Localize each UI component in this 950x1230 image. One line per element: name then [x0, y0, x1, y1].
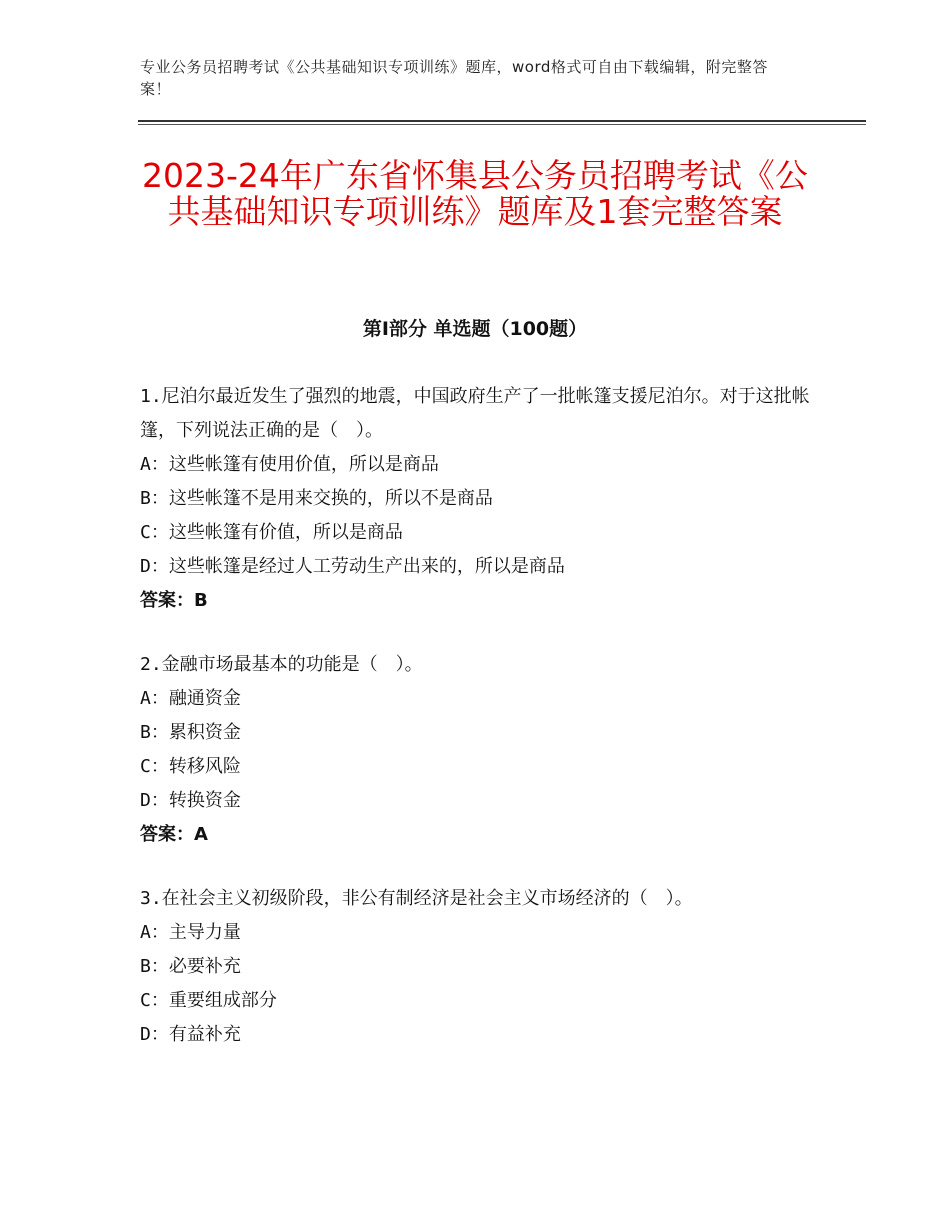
option-a: A：融通资金 — [140, 688, 241, 709]
option-a: A：这些帐篷有使用价值，所以是商品 — [140, 454, 439, 475]
option-b: B：必要补充 — [140, 956, 241, 977]
question-stem: 1.尼泊尔最近发生了强烈的地震，中国政府生产了一批帐篷支援尼泊尔。对于这批帐篷，下列说法正确的是（ ）。 — [140, 386, 810, 441]
option-d: D：有益补充 — [140, 1024, 241, 1045]
section-heading: 第I部分 单选题（100题） — [362, 318, 588, 340]
option-d: D：转换资金 — [140, 790, 241, 811]
header-divider — [138, 120, 866, 125]
option-a: A：主导力量 — [140, 922, 241, 943]
option-d: D：这些帐篷是经过人工劳动生产出来的，所以是商品 — [140, 556, 565, 577]
question-2 — [140, 648, 820, 852]
option-c: C：这些帐篷有价值，所以是商品 — [140, 522, 403, 543]
question-stem: 3.在社会主义初级阶段，非公有制经济是社会主义市场经济的（ ）。 — [140, 888, 693, 909]
question-stem: 2.金融市场最基本的功能是（ ）。 — [140, 654, 423, 675]
question-list — [140, 380, 820, 1082]
option-b: B：这些帐篷不是用来交换的，所以不是商品 — [140, 488, 493, 509]
question-3 — [140, 882, 820, 1052]
option-c: C：重要组成部分 — [140, 990, 277, 1011]
document-title: 2023-24年广东省怀集县公务员招聘考试《公共基础知识专项训练》题库及1套完整答案 — [142, 156, 808, 231]
option-b: B：累积资金 — [140, 722, 241, 743]
answer-line: 答案：A — [140, 824, 208, 845]
answer-line: 答案：B — [140, 590, 208, 611]
question-1 — [140, 380, 820, 618]
header-note: 专业公务员招聘考试《公共基础知识专项训练》题库，word格式可自由下载编辑，附完整答案！ — [140, 58, 768, 98]
option-c: C：转移风险 — [140, 756, 241, 777]
